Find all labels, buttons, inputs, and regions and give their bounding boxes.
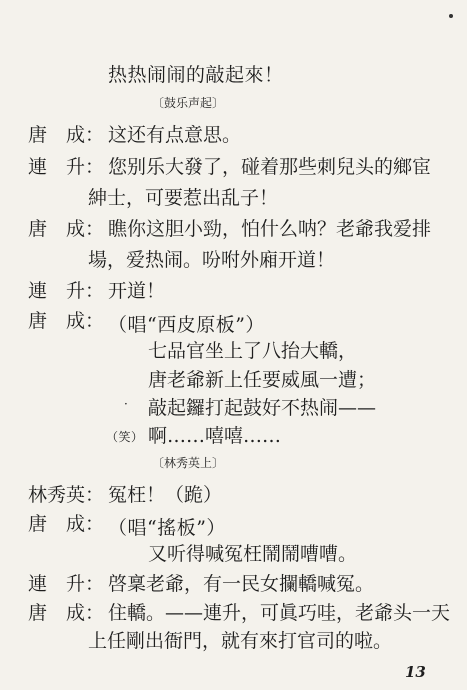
- dialogue-continuation: 上任剛出衙門，就有來打官司的啦。: [88, 630, 393, 652]
- dialogue-continuation: 紳士，可要惹出乱子！: [88, 187, 279, 209]
- singing-direction: （唱“搖板”）: [108, 517, 226, 539]
- dialogue-text: 瞧你这胆小勁，怕什么呐？老爺我爱排: [108, 218, 432, 240]
- dialogue-text: 您别乐大發了，碰着那些刺兒头的鄉宦: [108, 156, 432, 178]
- dialogue-text: 冤枉！（跪）: [108, 484, 223, 506]
- speaker-label: 唐 成：: [28, 602, 105, 624]
- verse-line: 七品官坐上了八抬大轎，: [148, 340, 358, 362]
- stage-direction: 〔鼓乐声起〕: [152, 96, 225, 110]
- speaker-label: 連 升：: [28, 573, 105, 595]
- dialogue-text: 开道！: [108, 280, 166, 302]
- dialogue-text: 这还有点意思。: [108, 124, 242, 146]
- speaker-label: 連 升：: [28, 280, 105, 302]
- dialogue-continuation: 場，爱热闹。吩咐外廂开道！: [88, 249, 336, 271]
- ink-mark: [449, 14, 453, 18]
- speaker-label: 唐 成：: [28, 218, 105, 240]
- verse-line: 唐老爺新上任要威風一遭；: [148, 369, 377, 391]
- speaker-label: 連 升：: [28, 156, 105, 178]
- dialogue-text: 啓稟老爺，有一民女攔轎喊冤。: [108, 573, 375, 595]
- script-line: 热热闹闹的敲起來！: [108, 64, 284, 86]
- action-tag: （笑）: [106, 430, 144, 444]
- speaker-label: 林秀英：: [28, 484, 105, 506]
- page-number: 13: [405, 663, 426, 681]
- verse-line: 啊……嘻嘻……: [148, 425, 282, 447]
- dialogue-text: 住轎。——連升，可眞巧哇，老爺头一天: [108, 602, 451, 624]
- speaker-label: 唐 成：: [28, 310, 105, 332]
- bullet-mark: ·: [124, 397, 128, 411]
- stage-direction: 〔林秀英上〕: [152, 456, 225, 470]
- speaker-label: 唐 成：: [28, 124, 105, 146]
- verse-line: 敲起鑼打起鼓好不热闹——: [148, 397, 377, 419]
- singing-direction: （唱“西皮原板”）: [108, 314, 265, 336]
- speaker-label: 唐 成：: [28, 513, 105, 535]
- verse-line: 又听得喊冤枉鬧鬧嘈嘈。: [148, 543, 358, 565]
